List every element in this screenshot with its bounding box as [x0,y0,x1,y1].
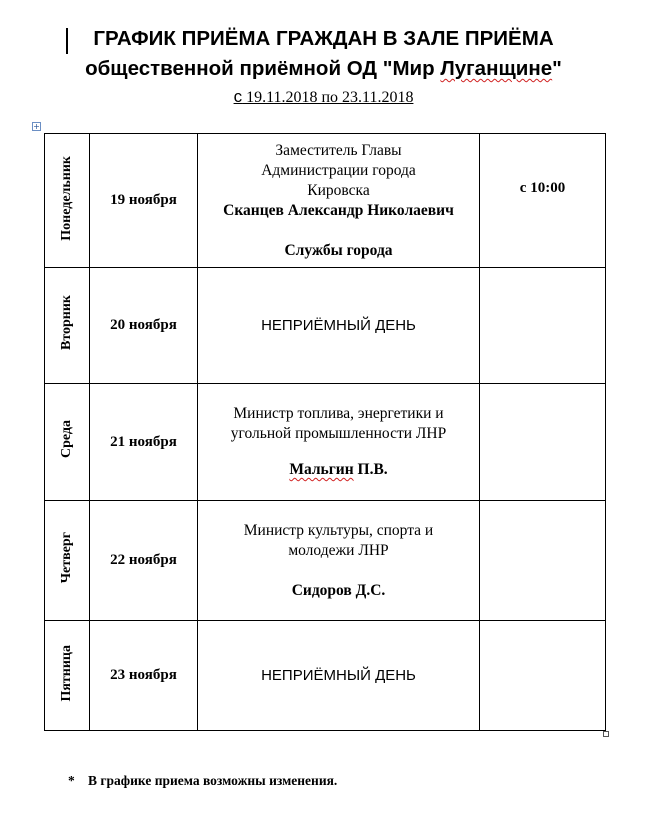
table-row [45,268,606,384]
official-cell [198,134,480,268]
day-label: Вторник [59,295,74,351]
title-line-1: ГРАФИК ПРИЁМА ГРАЖДАН В ЗАЛЕ ПРИЁМА [93,27,554,50]
table-row [45,134,606,268]
day-cell [45,134,90,268]
schedule-table [44,133,606,731]
day-cell [45,384,90,501]
day-cell [45,621,90,731]
closed-day-cell: НЕПРИЁМНЫЙ ДЕНЬ [198,268,480,384]
official-initials: П.В. [353,461,388,478]
date-cell: 20 ноября [90,268,198,384]
day-cell [45,268,90,384]
official-line: молодежи ЛНР [288,541,389,559]
official-name: Сканцев Александр Николаевич [223,201,454,219]
footnote [68,773,337,789]
time-cell [480,501,606,621]
official-line: Министр культуры, спорта и [243,521,434,539]
time-cell [480,384,606,501]
day-label: Пятница [59,644,74,702]
day-label: Четверг [59,532,74,584]
spellcheck-flagged-word[interactable]: Мальгин [289,461,354,478]
title-line-2-prefix: общественной приёмной ОД "Мир [85,57,441,80]
table-resize-handle[interactable] [603,731,609,737]
day-label: Понедельник [59,155,74,241]
date-cell: 21 ноября [90,384,198,501]
title-line-2 [0,56,647,82]
official-name: Сидоров Д.С. [291,581,386,599]
closed-day-cell: НЕПРИЁМНЫЙ ДЕНЬ [198,621,480,731]
day-cell [45,501,90,621]
footnote-text: В графике приема возможны изменения. [88,773,338,788]
day-label: Среда [59,420,74,459]
official-extra: Службы города [284,241,393,259]
official-line: Администрации города [261,161,416,179]
date-cell: 19 ноября [90,134,198,268]
period-range: 19.11.2018 по 23.11.2018 [242,89,414,106]
table-row [45,501,606,621]
official-cell [198,501,480,621]
time-cell: с 10:00 [480,134,606,268]
period-c: с [233,87,243,106]
official-line: Кировска [307,181,370,199]
date-cell: 22 ноября [90,501,198,621]
time-cell [480,268,606,384]
official-line: Министр топлива, энергетики и [233,405,444,422]
period-subtitle [0,87,647,108]
footnote-star: * [68,773,75,788]
official-name [198,460,479,480]
official-line: угольной промышленности ЛНР [230,425,447,442]
title-line-2-suffix: " [552,57,562,80]
table-row [45,621,606,731]
table-move-handle-icon[interactable]: + [33,122,40,131]
time-cell [480,621,606,731]
date-cell: 23 ноября [90,621,198,731]
table-row [45,384,606,501]
official-line: Заместитель Главы [275,141,402,159]
spellcheck-flagged-word[interactable]: Луганщине [440,57,553,80]
official-cell [198,384,480,501]
